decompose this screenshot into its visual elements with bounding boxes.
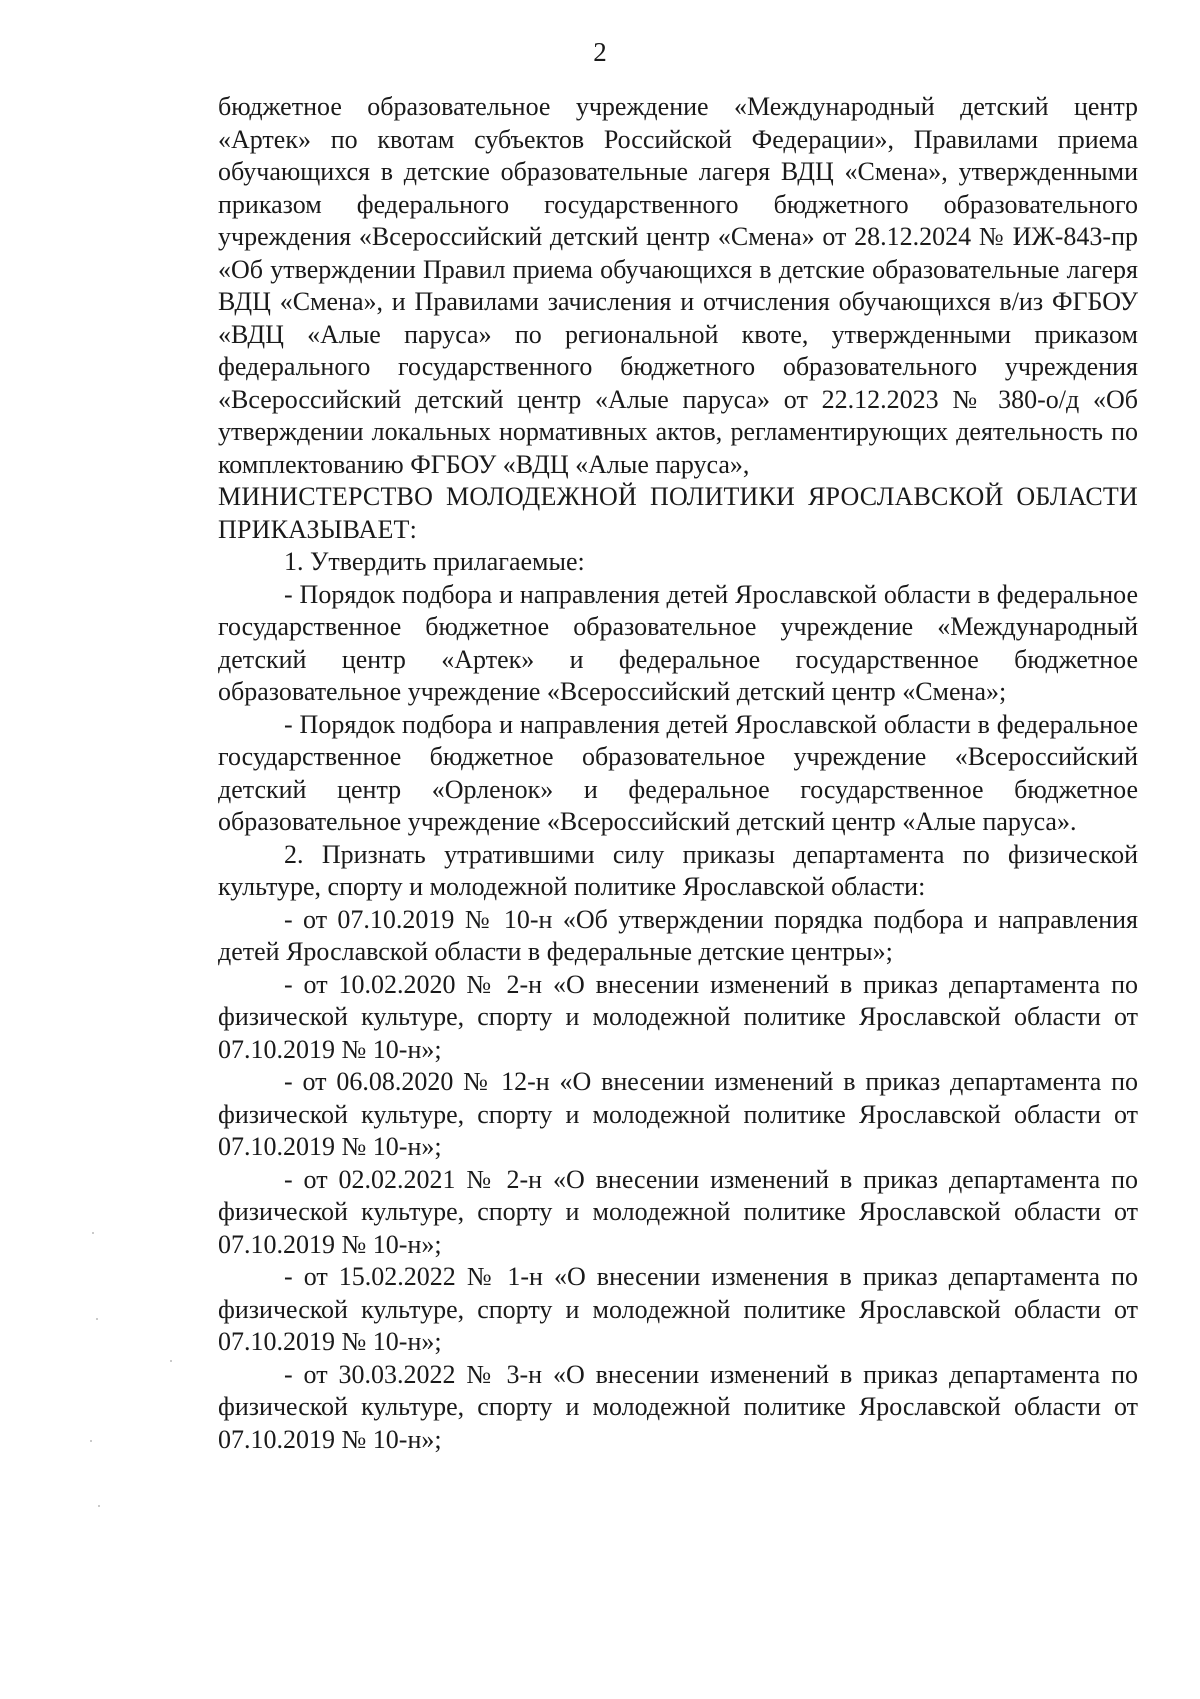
item-2-bullet: - от 10.02.2020 № 2-н «О внесении изменений в приказ департамента по физической культуре, спорту и молодежной политике Ярославской области от 07.10.2019 № 10-н»; bbox=[218, 969, 1138, 1064]
item-2-bullet: - от 30.03.2022 № 3-н «О внесении изменений в приказ департамента по физической культуре, спорту и молодежной политике Ярославской области от 07.10.2019 № 10-н»; bbox=[218, 1359, 1138, 1454]
order-heading: МИНИСТЕРСТВО МОЛОДЕЖНОЙ ПОЛИТИКИ ЯРОСЛАВСКОЙ ОБЛАСТИ ПРИКАЗЫВАЕТ: bbox=[218, 482, 1138, 544]
item-2-bullet: - от 07.10.2019 № 10-н «Об утверждении порядка подбора и направления детей Ярославской области в федеральные детские центры»; bbox=[218, 904, 1138, 966]
scan-speck bbox=[92, 1232, 94, 1234]
item-1-bullet: - Порядок подбора и направления детей Ярославской области в федеральное государственное бюджетное образовательное учреждение «Международный детский центр «Артек» и федеральное государственное бюджетное образовательное учреждение «Всероссийский детский центр «Смена»; bbox=[218, 579, 1138, 706]
scan-speck bbox=[96, 1318, 98, 1320]
item-2-bullet: - от 02.02.2021 № 2-н «О внесении изменений в приказ департамента по физической культуре, спорту и молодежной политике Ярославской области от 07.10.2019 № 10-н»; bbox=[218, 1164, 1138, 1259]
item-2-bullet: - от 15.02.2022 № 1-н «О внесении изменения в приказ департамента по физической культуре, спорту и молодежной политике Ярославской области от 07.10.2019 № 10-н»; bbox=[218, 1262, 1138, 1356]
preamble-paragraph: бюджетное образовательное учреждение «Международный детский центр «Артек» по квотам субъектов Российской Федерации», Правилами приема обучающихся в детские образовательные лагеря ВДЦ «Смена», утвержденными приказом федерального государственного бюджетного образовательного учреждения «Всероссийский детский центр «Смена» от 28.12.2024 № ИЖ-843-пр «Об утверждении Правил приема обучающихся в детские образовательные лагеря ВДЦ «Смена», и Правилами зачисления и отчисления обучающихся в/из ФГБОУ «ВДЦ «Алые паруса» по региональной квоте, утвержденными приказом федерального государственного бюджетного образовательного учреждения «Всероссийский детский центр «Алые паруса» от 22.12.2023 № 380-о/д «Об утверждении локальных нормативных актов, регламентирующих деятельность по комплектованию ФГБОУ «ВДЦ «Алые паруса», bbox=[218, 92, 1138, 479]
page-number: 2 bbox=[593, 37, 607, 67]
document-body bbox=[218, 91, 1138, 1456]
item-1-bullet: - Порядок подбора и направления детей Ярославской области в федеральное государственное бюджетное образовательное учреждение «Всероссийский детский центр «Орленок» и федеральное государственное бюджетное образовательное учреждение «Всероссийский детский центр «Алые паруса». bbox=[218, 709, 1138, 836]
item-1-title: 1. Утвердить прилагаемые: bbox=[284, 547, 585, 576]
item-2-title: 2. Признать утратившими силу приказы департамента по физической культуре, спорту и молодежной политике Ярославской области: bbox=[218, 839, 1138, 901]
scan-speck bbox=[98, 1505, 100, 1507]
scan-speck bbox=[170, 1360, 172, 1362]
scan-speck bbox=[90, 1440, 92, 1442]
item-2-bullet: - от 06.08.2020 № 12-н «О внесении изменений в приказ департамента по физической культуре, спорту и молодежной политике Ярославской области от 07.10.2019 № 10-н»; bbox=[218, 1067, 1138, 1161]
